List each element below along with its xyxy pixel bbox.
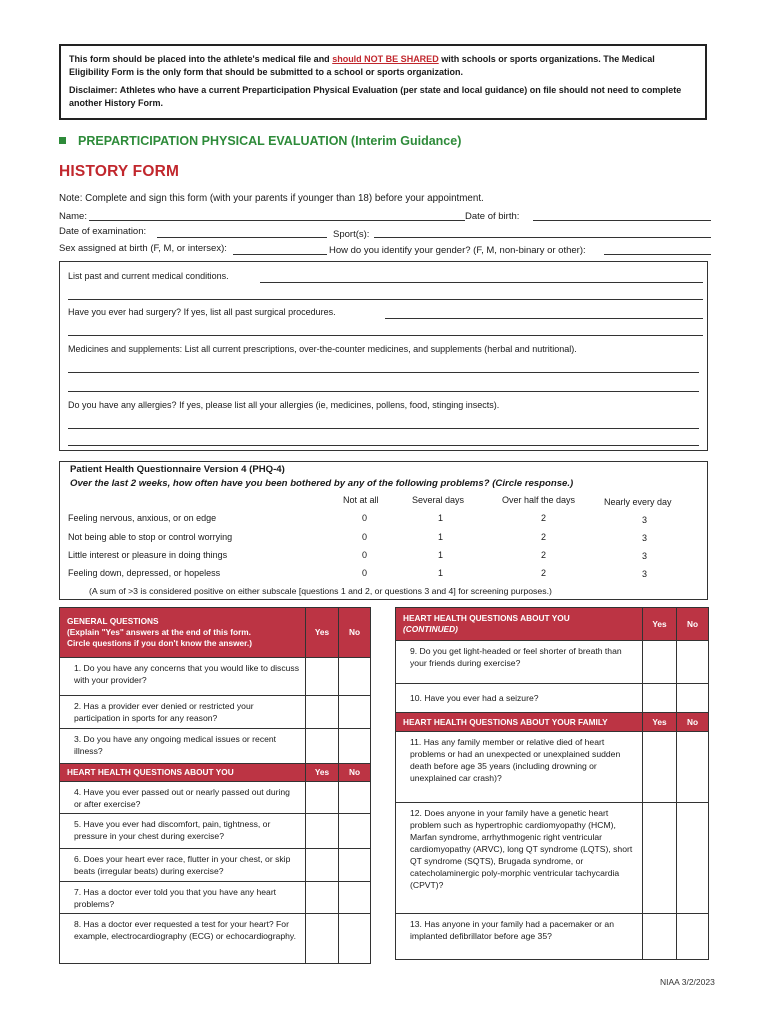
q13-yes-cell[interactable] <box>643 914 677 960</box>
yes-header: Yes <box>643 608 677 641</box>
q11-yes-cell[interactable] <box>643 732 677 803</box>
form-title: HISTORY FORM <box>59 163 180 180</box>
sports-field[interactable] <box>374 237 711 238</box>
phq4-value[interactable]: 0 <box>362 568 368 578</box>
surgery-line-1[interactable] <box>385 318 703 319</box>
q6-yes-cell[interactable] <box>306 849 339 882</box>
phq4-title: Patient Health Questionnaire Version 4 (PHQ-4) <box>70 464 285 475</box>
table-row <box>60 914 371 964</box>
section-heading: PREPARTICIPATION PHYSICAL EVALUATION (Interim Guidance) <box>59 134 461 148</box>
q8-yes-cell[interactable] <box>306 914 339 964</box>
exam-date-field[interactable] <box>157 237 327 238</box>
q7-no-cell[interactable] <box>339 882 371 914</box>
no-header: No <box>677 713 709 732</box>
table-row <box>60 782 371 814</box>
no-header: No <box>339 608 371 658</box>
dob-field[interactable] <box>533 220 711 221</box>
notice-paragraph: This form should be placed into the athlete's medical file and should NOT BE SHARED with schools or sports organizations. The Medical Eligibility Form is the only form that should be submitted to a school or sports organization. <box>69 54 655 77</box>
no-header: No <box>339 764 371 782</box>
phq4-value[interactable]: 1 <box>438 532 444 542</box>
conditions-line-2[interactable] <box>68 299 703 300</box>
notice-box <box>59 44 707 120</box>
q4-yes-cell[interactable] <box>306 782 339 814</box>
question-2: 2. Has a provider ever denied or restricted your participation in sports for any reason? <box>60 696 306 729</box>
phq4-value[interactable]: 0 <box>362 550 368 560</box>
phq4-value[interactable]: 2 <box>541 550 547 560</box>
q8-no-cell[interactable] <box>339 914 371 964</box>
heart-continued-header: HEART HEALTH QUESTIONS ABOUT YOU (CONTINUED) <box>396 608 643 641</box>
medical-history-box <box>59 261 708 451</box>
phq4-instruction: Over the last 2 weeks, how often have you been bothered by any of the following problems? (Circle response.) <box>70 478 574 489</box>
sex-label: Sex assigned at birth (F, M, or intersex): <box>59 243 227 254</box>
question-11: 11. Has any family member or relative died of heart problems or had an unexpected or unexplained sudden death before age 35 years (including drowning or unexplained car crash)? <box>396 732 643 803</box>
heart-family-table <box>395 607 709 960</box>
conditions-line-1[interactable] <box>260 282 703 283</box>
q12-yes-cell[interactable] <box>643 803 677 914</box>
table-row <box>60 849 371 882</box>
question-7: 7. Has a doctor ever told you that you have any heart problems? <box>60 882 306 914</box>
allergies-line-1[interactable] <box>68 428 699 429</box>
q1-no-cell[interactable] <box>339 658 371 696</box>
surgery-question: Have you ever had surgery? If yes, list all past surgical procedures. <box>68 307 336 317</box>
phq4-col-several-days: Several days <box>412 495 465 505</box>
yes-header: Yes <box>306 764 339 782</box>
table-row <box>396 684 709 713</box>
phq4-value[interactable]: 1 <box>438 550 444 560</box>
family-header-row <box>396 713 709 732</box>
general-header: GENERAL QUESTIONS (Explain "Yes" answers at the end of this form. Circle questions if you don't know the answer.) <box>60 608 306 658</box>
footer-version: NIAA 3/2/2023 <box>660 977 715 987</box>
q5-no-cell[interactable] <box>339 814 371 849</box>
question-13: 13. Has anyone in your family had a pacemaker or an implanted defibrillator before age 35? <box>396 914 643 960</box>
sex-field[interactable] <box>233 254 327 255</box>
q4-no-cell[interactable] <box>339 782 371 814</box>
no-header: No <box>677 608 709 641</box>
phq4-footnote: (A sum of >3 is considered positive on either subscale [questions 1 and 2, or questions 3 and 4] for screening purposes.) <box>89 586 552 596</box>
question-12: 12. Does anyone in your family have a genetic heart problem such as hypertrophic cardiomyopathy (HCM), Marfan syndrome, arrhythmogenic right ventricular cardiomyopathy (ARVC), long QT syndrome (LQTS), short QT syndrome (SQTS), Brugada syndrome, or catecholaminergic poly-morphic ventricular tachycardia (CPVT)? <box>396 803 643 914</box>
heart-continued-header-row <box>396 608 709 641</box>
disclaimer-paragraph: Disclaimer: Athletes who have a current Preparticipation Physical Evaluation (per state and local guidance) on file should not need to complete another History Form. <box>69 85 682 108</box>
exam-date-label: Date of examination: <box>59 226 147 237</box>
question-3: 3. Do you have any ongoing medical issues or recent illness? <box>60 729 306 764</box>
sports-label: Sport(s): <box>333 229 370 240</box>
phq4-row-label: Not being able to stop or control worrying <box>68 532 233 542</box>
q10-no-cell[interactable] <box>677 684 709 713</box>
phq4-row-label: Feeling nervous, anxious, or on edge <box>68 513 217 523</box>
q5-yes-cell[interactable] <box>306 814 339 849</box>
question-6: 6. Does your heart ever race, flutter in your chest, or skip beats (irregular beats) during exercise? <box>60 849 306 882</box>
question-8: 8. Has a doctor ever requested a test for your heart? For example, electrocardiography (ECG) or echocardiography. <box>60 914 306 964</box>
phq4-row-label: Feeling down, depressed, or hopeless <box>68 568 221 578</box>
yes-header: Yes <box>306 608 339 658</box>
phq4-col-not-at-all: Not at all <box>343 495 379 505</box>
heart-header: HEART HEALTH QUESTIONS ABOUT YOU <box>60 764 306 782</box>
q12-no-cell[interactable] <box>677 803 709 914</box>
q10-yes-cell[interactable] <box>643 684 677 713</box>
q1-yes-cell[interactable] <box>306 658 339 696</box>
general-header-row <box>60 608 371 658</box>
q7-yes-cell[interactable] <box>306 882 339 914</box>
square-bullet-icon <box>59 137 66 144</box>
q2-yes-cell[interactable] <box>306 696 339 729</box>
q2-no-cell[interactable] <box>339 696 371 729</box>
phq4-value[interactable]: 1 <box>438 568 444 578</box>
phq4-value[interactable]: 0 <box>362 532 368 542</box>
table-row <box>396 803 709 914</box>
phq4-value[interactable]: 3 <box>642 551 648 561</box>
conditions-question: List past and current medical conditions. <box>68 271 229 281</box>
gender-label: How do you identify your gender? (F, M, non-binary or other): <box>329 245 586 256</box>
yes-header: Yes <box>643 713 677 732</box>
question-9: 9. Do you get light-headed or feel shorter of breath than your friends during exercise? <box>396 641 643 684</box>
table-row <box>396 732 709 803</box>
table-row <box>60 696 371 729</box>
table-row <box>60 658 371 696</box>
phq4-box <box>59 461 708 600</box>
phq4-value[interactable]: 3 <box>642 515 648 525</box>
surgery-line-2[interactable] <box>68 335 703 336</box>
q3-yes-cell[interactable] <box>306 729 339 764</box>
family-header: HEART HEALTH QUESTIONS ABOUT YOUR FAMILY <box>396 713 643 732</box>
question-10: 10. Have you ever had a seizure? <box>396 684 643 713</box>
table-row <box>396 914 709 960</box>
q6-no-cell[interactable] <box>339 849 371 882</box>
phq4-value[interactable]: 3 <box>642 533 648 543</box>
name-label: Name: <box>59 211 87 222</box>
table-row <box>396 641 709 684</box>
phq4-value[interactable]: 0 <box>362 513 368 523</box>
q3-no-cell[interactable] <box>339 729 371 764</box>
medicines-question: Medicines and supplements: List all current prescriptions, over-the-counter medicines, and supplements (herbal and nutritional). <box>68 344 577 354</box>
allergies-line-2[interactable] <box>68 445 699 446</box>
general-questions-table <box>59 607 371 964</box>
phq4-col-over-half: Over half the days <box>502 495 576 505</box>
dob-label: Date of birth: <box>465 211 520 222</box>
phq4-row-label: Little interest or pleasure in doing things <box>68 550 228 560</box>
table-row <box>60 882 371 914</box>
phq4-value[interactable]: 3 <box>642 569 648 579</box>
question-5: 5. Have you ever had discomfort, pain, tightness, or pressure in your chest during exercise? <box>60 814 306 849</box>
form-note: Note: Complete and sign this form (with your parents if younger than 18) before your appointment. <box>59 193 484 204</box>
heart-header-row <box>60 764 371 782</box>
q11-no-cell[interactable] <box>677 732 709 803</box>
table-row <box>60 814 371 849</box>
name-field[interactable] <box>89 220 465 221</box>
table-row <box>60 729 371 764</box>
question-1: 1. Do you have any concerns that you would like to discuss with your provider? <box>60 658 306 696</box>
medicines-line-2[interactable] <box>68 391 699 392</box>
question-4: 4. Have you ever passed out or nearly passed out during or after exercise? <box>60 782 306 814</box>
phq4-value[interactable]: 2 <box>541 513 547 523</box>
phq4-col-nearly-every-day: Nearly every day <box>604 497 672 507</box>
medicines-line-1[interactable] <box>68 372 699 373</box>
q13-no-cell[interactable] <box>677 914 709 960</box>
gender-field[interactable] <box>604 254 711 255</box>
phq4-value[interactable]: 2 <box>541 568 547 578</box>
phq4-value[interactable]: 1 <box>438 513 444 523</box>
not-shared-warning: should NOT BE SHARED <box>332 54 439 64</box>
allergies-question: Do you have any allergies? If yes, please list all your allergies (ie, medicines, pollens, food, stinging insects). <box>68 400 500 410</box>
phq4-value[interactable]: 2 <box>541 532 547 542</box>
q9-no-cell[interactable] <box>677 641 709 684</box>
q9-yes-cell[interactable] <box>643 641 677 684</box>
